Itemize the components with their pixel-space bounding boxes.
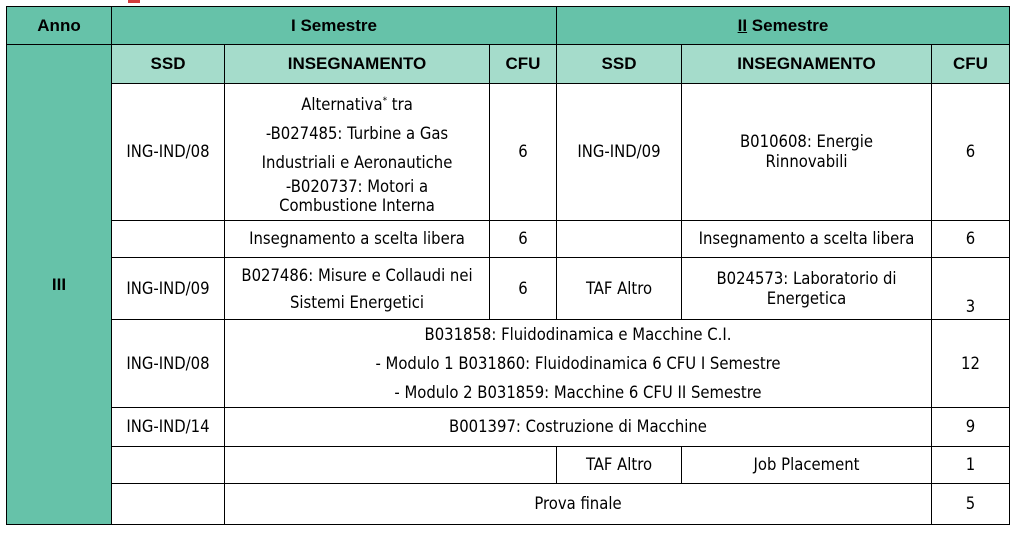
header-semester-2-word: Semestre [747,15,829,35]
col-cfu-sem2: CFU [932,45,1010,84]
study-plan-table [6,6,1010,525]
course-cell-empty [225,447,557,484]
course-cell: Insegnamento a scelta libera [225,221,490,258]
course-cell: B010608: Energie Rinnovabili [682,84,932,221]
ssd-cell-empty [112,484,225,525]
ssd-cell: ING-IND/09 [557,84,682,221]
cfu-cell: 6 [490,258,557,320]
course-line: -B020737: Motori a [285,176,429,196]
table-row [7,320,1010,408]
course-cell: B027486: Misure e Collaudi nei Sistemi Energetici [225,258,490,320]
cfu-cell: 6 [490,84,557,221]
ssd-cell: ING-IND/09 [112,258,225,320]
course-line: - Modulo 1 B031860: Fluidodinamica 6 CFU I Semestre [375,354,781,373]
cfu-cell: 9 [932,408,1010,447]
study-plan-frame [6,6,1010,525]
course-alternative-cell [225,84,490,221]
col-ssd-sem2: SSD [557,45,682,84]
course-integrated-cell [225,320,932,408]
cropped-red-text-fragment [128,0,140,3]
course-line: Combustione Interna [279,195,435,215]
header-semester-1: I Semestre [112,7,557,45]
ssd-cell: TAF Altro [557,258,682,320]
anno-value: III [7,45,112,525]
cfu-cell: 6 [932,221,1010,258]
cfu-cell: 6 [932,84,1010,221]
cfu-cell: 12 [932,320,1010,408]
ssd-cell: TAF Altro [557,447,682,484]
ssd-cell: ING-IND/08 [112,320,225,408]
table-row [7,84,1010,221]
header-row-columns [7,45,1010,84]
cfu-cell: 1 [932,447,1010,484]
header-row-semesters [7,7,1010,45]
course-cell: B001397: Costruzione di Macchine [225,408,932,447]
course-cell: Prova finale [225,484,932,525]
cfu-cell: 5 [932,484,1010,525]
cfu-cell: 6 [490,221,557,258]
ssd-cell: ING-IND/14 [112,408,225,447]
ssd-cell-empty [112,447,225,484]
header-semester-2 [557,7,1010,45]
col-insegnamento-sem2: INSEGNAMENTO [682,45,932,84]
ssd-cell-empty [112,221,225,258]
ssd-cell: ING-IND/08 [112,84,225,221]
header-anno: Anno [7,7,112,45]
table-row [7,221,1010,258]
header-semester-2-number: II [737,15,748,35]
course-cell: Insegnamento a scelta libera [682,221,932,258]
col-insegnamento-sem1: INSEGNAMENTO [225,45,490,84]
course-line: Industriali e Aeronautiche [261,152,453,172]
cfu-cell: 3 [932,258,1010,320]
ssd-cell-empty [557,221,682,258]
course-cell: B024573: Laboratorio di Energetica [682,258,932,320]
col-ssd-sem1: SSD [112,45,225,84]
table-row [7,447,1010,484]
table-row [7,484,1010,525]
course-cell: Job Placement [682,447,932,484]
table-row [7,258,1010,320]
col-cfu-sem1: CFU [490,45,557,84]
course-line: Alternativa* tra [301,94,413,114]
course-line: B031858: Fluidodinamica e Macchine C.I. [424,325,732,344]
table-row [7,408,1010,447]
course-line: - Modulo 2 B031859: Macchine 6 CFU II Semestre [394,383,762,402]
course-line: -B027485: Turbine a Gas [265,123,449,143]
